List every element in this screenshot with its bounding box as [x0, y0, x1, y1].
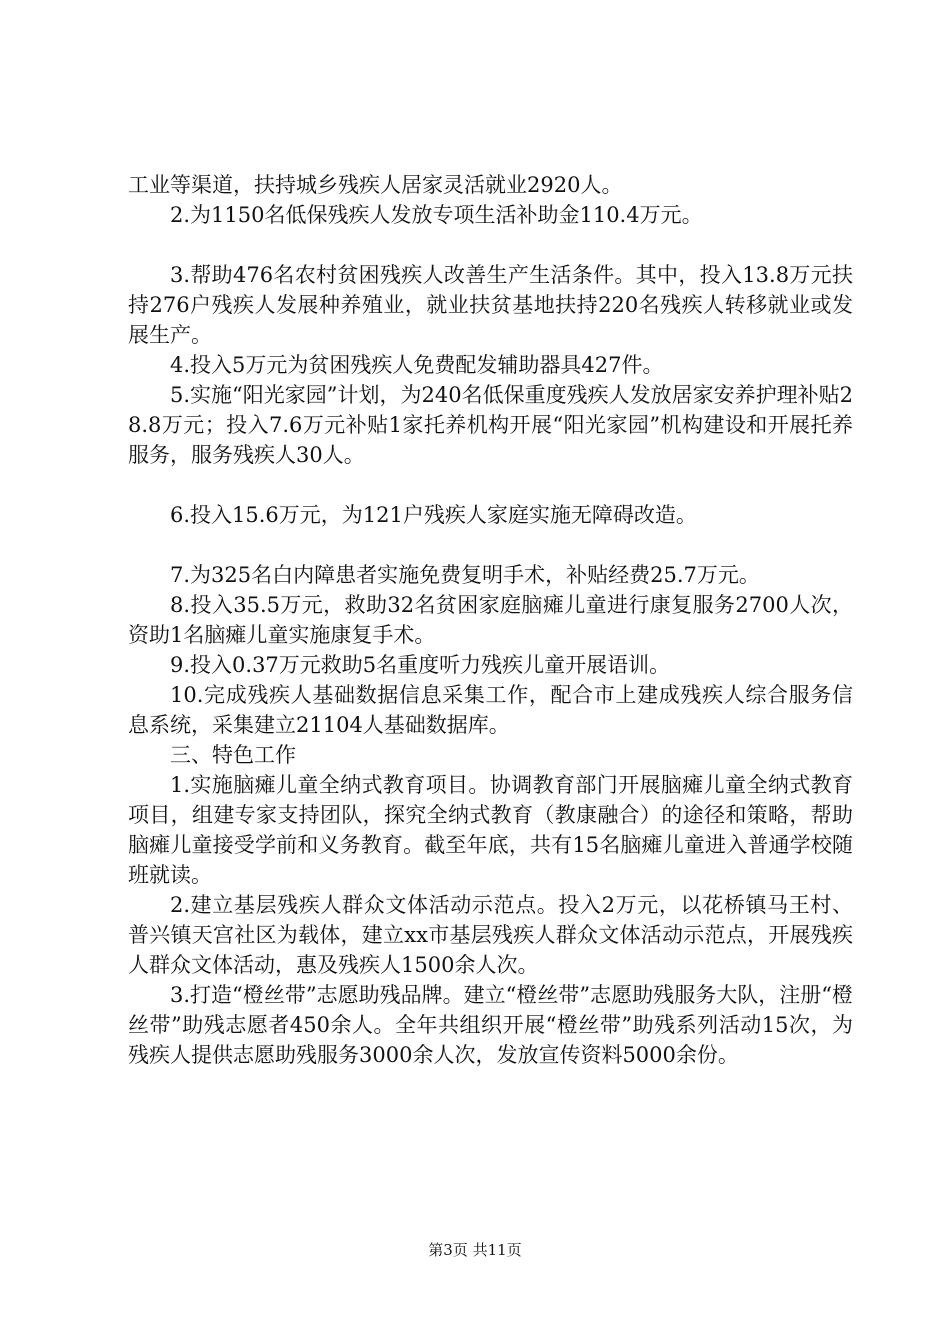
document-body — [128, 170, 853, 1070]
paragraph-feature-3: 3.打造“橙丝带”志愿助残品牌。建立“橙丝带”志愿助残服务大队，注册“橙丝带”助残志愿者450余人。全年共组织开展“橙丝带”助残系列活动15次，为残疾人提供志愿助残服务3000余人次，发放宣传资料5000余份。 — [128, 983, 853, 1067]
paragraph-continuation: 工业等渠道，扶持城乡残疾人居家灵活就业2920人。 — [128, 173, 623, 197]
paragraph-feature-2: 2.建立基层残疾人群众文体活动示范点。投入2万元，以花桥镇马王村、普兴镇天宫社区为载体，建立xx市基层残疾人群众文体活动示范点，开展残疾人群众文体活动，惠及残疾人1500余人次。 — [128, 893, 853, 977]
paragraph-item-10: 10.完成残疾人基础数据信息采集工作，配合市上建成残疾人综合服务信息系统，采集建立21104人基础数据库。 — [128, 683, 853, 737]
paragraph-item-9: 9.投入0.37万元救助5名重度听力残疾儿童开展语训。 — [170, 653, 671, 677]
paragraph-feature-1: 1.实施脑瘫儿童全纳式教育项目。协调教育部门开展脑瘫儿童全纳式教育项目，组建专家支持团队，探究全纳式教育（教康融合）的途径和策略，帮助脑瘫儿童接受学前和义务教育。截至年底，共有15名脑瘫儿童进入普通学校随班就读。 — [128, 773, 853, 887]
paragraph-item-8: 8.投入35.5万元，救助32名贫困家庭脑瘫儿童进行康复服务2700人次，资助1名脑瘫儿童实施康复手术。 — [128, 593, 853, 647]
paragraph-item-5: 5.实施“阳光家园”计划，为240名低保重度残疾人发放居家安养护理补贴28.8万元；投入7.6万元补贴1家托养机构开展“阳光家园”机构建设和开展托养服务，服务残疾人30人。 — [128, 383, 853, 467]
section-heading: 三、特色工作 — [170, 743, 296, 767]
paragraph-item-2: 2.为1150名低保残疾人发放专项生活补助金110.4万元。 — [170, 203, 703, 227]
paragraph-item-6: 6.投入15.6万元，为121户残疾人家庭实施无障碍改造。 — [170, 503, 697, 527]
paragraph-item-7: 7.为325名白内障患者实施免费复明手术，补贴经费25.7万元。 — [170, 563, 760, 587]
paragraph-item-4: 4.投入5万元为贫困残疾人免费配发辅助器具427件。 — [170, 353, 664, 377]
page-footer: 第3页 共11页 — [428, 1241, 522, 1259]
paragraph-item-3: 3.帮助476名农村贫困残疾人改善生产生活条件。其中，投入13.8万元扶持276户残疾人发展种养殖业，就业扶贫基地扶持220名残疾人转移就业或发展生产。 — [128, 263, 853, 347]
